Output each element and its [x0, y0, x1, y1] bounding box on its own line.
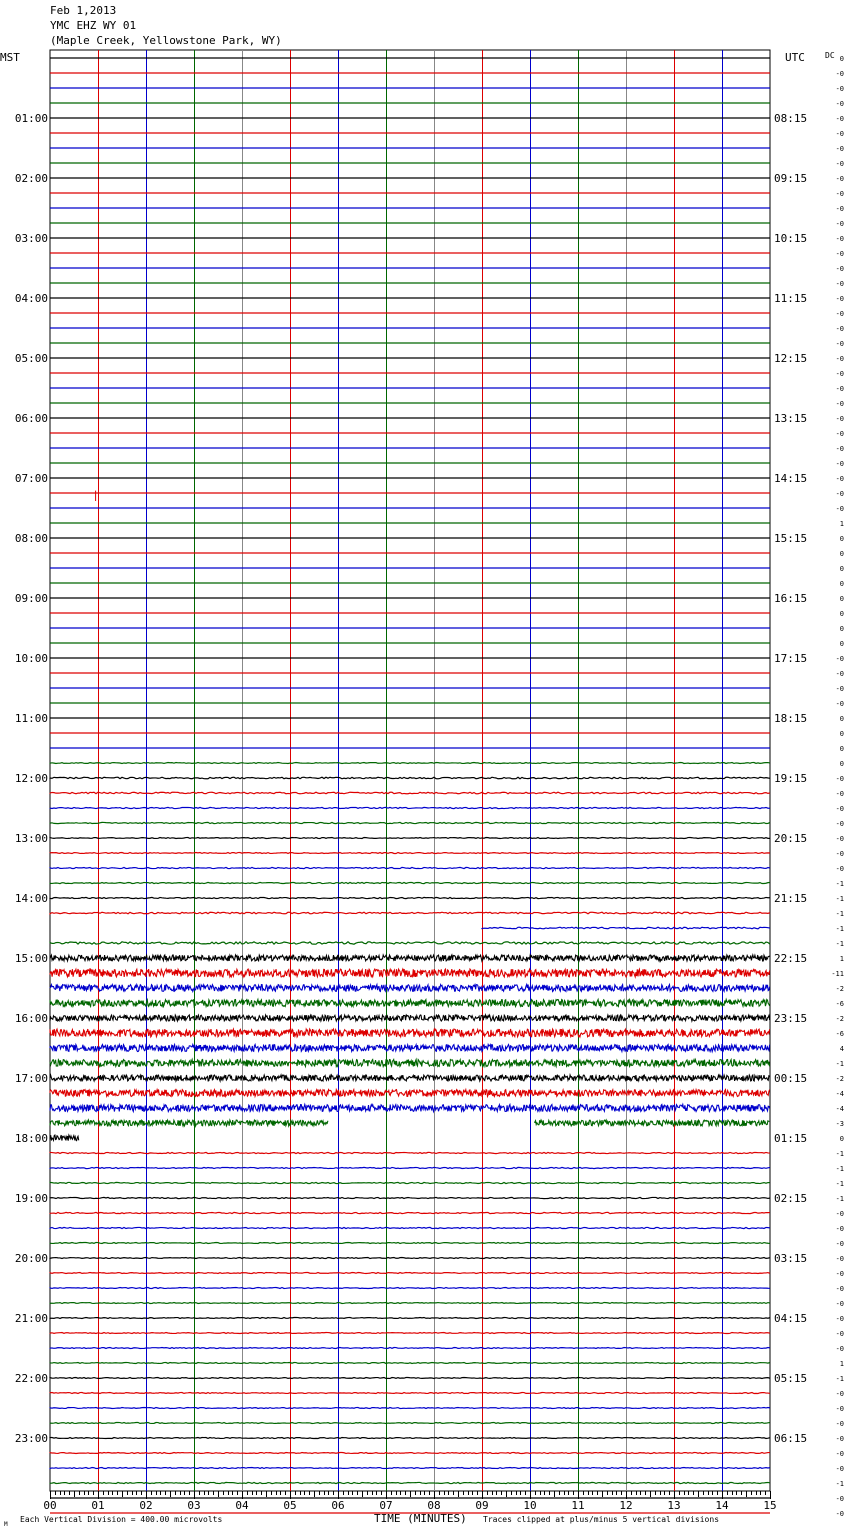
mst-hour-label: 07:00: [14, 472, 48, 485]
utc-hour-label: 22:15: [774, 952, 808, 965]
trace-line: [50, 969, 770, 977]
x-tick-label: 03: [187, 1499, 201, 1512]
utc-hour-label: 06:15: [774, 1432, 808, 1445]
seismic-trace: [50, 897, 770, 898]
seismic-trace: [50, 853, 770, 854]
trace-line: [50, 1015, 770, 1021]
station-code: YMC EHZ WY 01: [50, 19, 137, 32]
utc-hour-label: 01:15: [774, 1132, 808, 1145]
seismic-trace: [50, 1378, 770, 1379]
trace-line: [50, 763, 770, 764]
utc-hour-label: 21:15: [774, 892, 808, 905]
trace-line: [50, 1318, 770, 1319]
dc-offset-value: -0: [835, 490, 844, 498]
trace-line: [50, 1243, 770, 1244]
dc-offset-value: -0: [835, 1315, 844, 1323]
trace-line: [50, 792, 770, 794]
dc-offset-value: 0: [839, 565, 844, 573]
seismic-trace: [50, 1045, 770, 1052]
dc-offset-value: -1: [835, 925, 844, 933]
utc-hour-label: 02:15: [774, 1192, 808, 1205]
dc-offset-value: -1: [835, 895, 844, 903]
dc-offset-value: -0: [835, 475, 844, 483]
x-tick-label: 14: [715, 1499, 729, 1512]
dc-offset-value: -0: [835, 115, 844, 123]
dc-offset-value: -0: [835, 805, 844, 813]
trace-line: [50, 912, 770, 914]
mst-hour-label: 04:00: [14, 292, 48, 305]
utc-hour-label: 16:15: [774, 592, 808, 605]
dc-offset-value: -0: [835, 1285, 844, 1293]
mst-hour-label: 14:00: [14, 892, 48, 905]
seismic-trace: [50, 1152, 770, 1153]
trace-line: [50, 1482, 770, 1483]
dc-offset-value: -2: [835, 985, 844, 993]
trace-line: [50, 1273, 770, 1274]
dc-offset-value: -1: [835, 940, 844, 948]
trace-line: [50, 777, 770, 779]
utc-hour-label: 15:15: [774, 532, 808, 545]
trace-line: [535, 1120, 770, 1126]
dc-offset-value: -1: [835, 910, 844, 918]
utc-hour-label: 04:15: [774, 1312, 808, 1325]
seismic-trace: [50, 763, 770, 764]
trace-line: [50, 1423, 770, 1424]
seismic-trace: [50, 1408, 770, 1409]
x-tick-label: 08: [427, 1499, 441, 1512]
mst-hour-label: 19:00: [14, 1192, 48, 1205]
seismic-trace: [50, 969, 770, 977]
dc-offset-value: -0: [835, 1345, 844, 1353]
mst-hour-label: 10:00: [14, 652, 48, 665]
trace-line: [50, 882, 770, 883]
trace-line: [50, 985, 770, 992]
dc-offset-value: -0: [835, 1225, 844, 1233]
trace-line: [50, 1045, 770, 1052]
seismic-trace: [50, 1482, 770, 1483]
dc-offset-value: 1: [839, 955, 844, 963]
dc-offset-value: -0: [835, 355, 844, 363]
seismic-trace: [50, 1303, 770, 1304]
trace-line: [50, 1438, 770, 1439]
trace-line: [50, 942, 770, 944]
utc-hour-label: 11:15: [774, 292, 808, 305]
dc-offset-value: -0: [835, 460, 844, 468]
seismic-trace: [50, 1135, 79, 1141]
seismic-trace: [50, 1167, 770, 1168]
mst-hour-label: 20:00: [14, 1252, 48, 1265]
trace-line: [50, 853, 770, 854]
mst-hour-label: 08:00: [14, 532, 48, 545]
trace-line: [50, 1029, 770, 1037]
dc-offset-value: -0: [835, 265, 844, 273]
dc-offset-value: -0: [835, 1495, 844, 1503]
dc-offset-value: -0: [835, 1390, 844, 1398]
dc-offset-value: -0: [835, 190, 844, 198]
dc-offset-value: -3: [835, 1120, 844, 1128]
dc-offset-value: -0: [835, 850, 844, 858]
seismic-trace: [50, 912, 770, 914]
x-tick-label: 07: [379, 1499, 393, 1512]
dc-offset-value: 0: [839, 550, 844, 558]
trace-line: [50, 1167, 770, 1168]
x-tick-label: 12: [619, 1499, 633, 1512]
dc-offset-value: 1: [839, 520, 844, 528]
dc-offset-value: -1: [835, 1375, 844, 1383]
dc-offset-value: -1: [835, 1060, 844, 1068]
dc-offset-value: -0: [835, 1405, 844, 1413]
x-tick-label: 11: [571, 1499, 585, 1512]
dc-offset-value: -0: [835, 685, 844, 693]
seismic-trace: [50, 792, 770, 794]
trace-line: [50, 807, 770, 808]
trace-line: [50, 1378, 770, 1379]
utc-hour-label: 12:15: [774, 352, 808, 365]
mst-hour-label: 17:00: [14, 1072, 48, 1085]
seismic-trace: [50, 1423, 770, 1424]
utc-hour-label: 18:15: [774, 712, 808, 725]
trace-line: [50, 1090, 770, 1097]
mst-hour-label: 01:00: [14, 112, 48, 125]
seismic-trace: [50, 985, 770, 992]
seismic-trace: [50, 1060, 770, 1067]
seismic-trace: [50, 1273, 770, 1274]
mst-hour-label: 15:00: [14, 952, 48, 965]
dc-offset-value: -0: [835, 1420, 844, 1428]
seismic-trace: [50, 1438, 770, 1439]
dc-offset-value: -0: [835, 310, 844, 318]
dc-offset-value: 0: [839, 595, 844, 603]
seismic-trace: [50, 1243, 770, 1244]
x-tick-label: 10: [523, 1499, 537, 1512]
plot-frame: [50, 50, 770, 1491]
x-tick-label: 00: [43, 1499, 57, 1512]
utc-hour-label: 17:15: [774, 652, 808, 665]
dc-offset-value: -6: [835, 1000, 844, 1008]
trace-line: [50, 1333, 770, 1334]
dc-offset-value: -0: [835, 505, 844, 513]
dc-offset-value: 4: [839, 1045, 844, 1053]
utc-hour-label: 09:15: [774, 172, 808, 185]
dc-offset-value: -0: [835, 1465, 844, 1473]
seismic-trace: [50, 838, 770, 839]
utc-hour-label: 08:15: [774, 112, 808, 125]
seismic-trace: [50, 1090, 770, 1097]
mst-hour-label: 22:00: [14, 1372, 48, 1385]
trace-line: [50, 1152, 770, 1153]
seismic-trace: [50, 1182, 770, 1183]
seismic-trace: [50, 1318, 770, 1319]
seismic-trace: [50, 955, 770, 961]
seismic-trace: [50, 1363, 770, 1364]
utc-hour-label: 20:15: [774, 832, 808, 845]
dc-offset-value: -0: [835, 1435, 844, 1443]
trace-line: [50, 867, 770, 868]
trace-line: [50, 1075, 770, 1081]
mst-hour-label: 05:00: [14, 352, 48, 365]
trace-line: [50, 1363, 770, 1364]
seismic-trace: [50, 1258, 770, 1259]
trace-line: [50, 1120, 328, 1126]
dc-offset-value: -1: [835, 880, 844, 888]
x-tick-label: 13: [667, 1499, 681, 1512]
dc-offset-value: -0: [835, 70, 844, 78]
utc-hour-label: 05:15: [774, 1372, 808, 1385]
trace-line: [50, 1393, 770, 1394]
trace-line: [50, 1303, 770, 1304]
dc-offset-value: 0: [839, 55, 844, 63]
x-tick-label: 05: [283, 1499, 297, 1512]
seismic-trace: [50, 822, 770, 823]
dc-offset-value: 0: [839, 715, 844, 723]
dc-offset-value: -0: [835, 865, 844, 873]
dc-offset-value: -4: [835, 1105, 844, 1113]
utc-hour-label: 03:15: [774, 1252, 808, 1265]
trace-line: [50, 955, 770, 961]
dc-offset-value: 0: [839, 580, 844, 588]
x-tick-label: 06: [331, 1499, 345, 1512]
utc-hour-label: 13:15: [774, 412, 808, 425]
dc-offset-value: -0: [835, 220, 844, 228]
dc-offset-value: -0: [835, 1210, 844, 1218]
vertical-scale-note: Each Vertical Division = 400.00 microvolts: [20, 1515, 223, 1524]
trace-line: [50, 1000, 770, 1007]
seismic-trace: [50, 1393, 770, 1394]
mst-hour-label: 03:00: [14, 232, 48, 245]
trace-line: [50, 838, 770, 839]
dc-offset-value: -0: [835, 370, 844, 378]
utc-hour-label: 19:15: [774, 772, 808, 785]
dc-offset-value: -2: [835, 1075, 844, 1083]
dc-offset-value: -0: [835, 100, 844, 108]
trace-line: [50, 1212, 770, 1213]
x-tick-label: 09: [475, 1499, 489, 1512]
dc-offset-value: -0: [835, 790, 844, 798]
station-location: (Maple Creek, Yellowstone Park, WY): [50, 34, 282, 47]
seismic-trace: [50, 867, 770, 868]
mst-hour-label: 02:00: [14, 172, 48, 185]
dc-offset-value: -0: [835, 1255, 844, 1263]
dc-offset-value: 0: [839, 625, 844, 633]
seismic-trace: [50, 1197, 770, 1198]
dc-offset-value: -0: [835, 85, 844, 93]
dc-offset-value: -0: [835, 325, 844, 333]
dc-offset-value: -0: [835, 1510, 844, 1518]
dc-offset-value: -11: [831, 970, 844, 978]
dc-offset-value: 0: [839, 1135, 844, 1143]
seismic-trace: [50, 1075, 770, 1081]
dc-offset-label: DC: [825, 51, 835, 60]
trace-line: [50, 1182, 770, 1183]
corner-mark: M: [4, 1521, 8, 1528]
dc-offset-value: -0: [835, 1240, 844, 1248]
dc-offset-value: -0: [835, 340, 844, 348]
seismic-trace: [50, 1453, 770, 1454]
dc-offset-value: -0: [835, 145, 844, 153]
dc-offset-value: 0: [839, 745, 844, 753]
x-tick-label: 01: [91, 1499, 105, 1512]
dc-offset-value: -1: [835, 1150, 844, 1158]
seismic-trace: [50, 942, 770, 944]
x-tick-label: 15: [763, 1499, 777, 1512]
x-tick-label: 04: [235, 1499, 249, 1512]
mst-hour-label: 06:00: [14, 412, 48, 425]
dc-offset-value: 0: [839, 760, 844, 768]
dc-offset-value: 0: [839, 610, 844, 618]
dc-offset-value: -0: [835, 295, 844, 303]
trace-line: [50, 1348, 770, 1349]
dc-offset-value: -0: [835, 1330, 844, 1338]
trace-line: [50, 1135, 79, 1141]
utc-hour-label: 10:15: [774, 232, 808, 245]
seismic-trace: [50, 1348, 770, 1349]
seismic-trace: [50, 1029, 770, 1037]
dc-offset-value: -0: [835, 235, 844, 243]
dc-offset-value: -0: [835, 160, 844, 168]
seismic-trace: [50, 1227, 770, 1228]
trace-line: [50, 897, 770, 898]
dc-offset-value: -0: [835, 400, 844, 408]
x-tick-label: 02: [139, 1499, 153, 1512]
dc-offset-value: -0: [835, 205, 844, 213]
recording-date: Feb 1,2013: [50, 4, 117, 17]
dc-offset-value: -0: [835, 280, 844, 288]
clipping-note: Traces clipped at plus/minus 5 vertical divisions: [483, 1515, 720, 1524]
x-axis-title: TIME (MINUTES): [374, 1512, 467, 1525]
trace-line: [50, 1453, 770, 1454]
utc-hour-label: 00:15: [774, 1072, 808, 1085]
trace-line: [50, 1197, 770, 1198]
dc-offset-value: -0: [835, 775, 844, 783]
seismic-trace: [50, 1212, 770, 1213]
seismic-trace: [50, 807, 770, 808]
dc-offset-value: -1: [835, 1480, 844, 1488]
dc-offset-value: -0: [835, 655, 844, 663]
dc-offset-value: -1: [835, 1165, 844, 1173]
dc-offset-value: -0: [835, 835, 844, 843]
dc-offset-value: -4: [835, 1090, 844, 1098]
utc-axis-label: UTC: [785, 51, 805, 64]
dc-offset-value: -0: [835, 670, 844, 678]
mst-hour-label: 11:00: [14, 712, 48, 725]
mst-hour-label: 09:00: [14, 592, 48, 605]
seismic-trace: [50, 1120, 769, 1126]
dc-offset-value: 0: [839, 535, 844, 543]
seismic-trace: [50, 777, 770, 779]
utc-hour-label: 23:15: [774, 1012, 808, 1025]
mst-hour-label: 12:00: [14, 772, 48, 785]
dc-offset-value: 0: [839, 640, 844, 648]
trace-line: [50, 822, 770, 823]
trace-line: [50, 1468, 770, 1469]
mst-hour-label: 18:00: [14, 1132, 48, 1145]
dc-offset-value: -2: [835, 1015, 844, 1023]
trace-line: [50, 1258, 770, 1259]
seismic-trace: [50, 1000, 770, 1007]
dc-offset-value: -0: [835, 445, 844, 453]
seismic-trace: [50, 1105, 770, 1112]
seismic-trace: [50, 1333, 770, 1334]
mst-hour-label: 16:00: [14, 1012, 48, 1025]
trace-line: [50, 1288, 770, 1289]
mst-hour-label: 21:00: [14, 1312, 48, 1325]
dc-offset-value: -1: [835, 1195, 844, 1203]
dc-offset-value: -0: [835, 1450, 844, 1458]
seismic-trace: [50, 1288, 770, 1289]
dc-offset-value: -0: [835, 250, 844, 258]
seismic-trace: [50, 1468, 770, 1469]
dc-offset-value: -0: [835, 385, 844, 393]
utc-hour-label: 14:15: [774, 472, 808, 485]
dc-offset-value: -0: [835, 700, 844, 708]
dc-offset-value: -1: [835, 1180, 844, 1188]
dc-offset-value: 0: [839, 730, 844, 738]
mst-hour-label: 23:00: [14, 1432, 48, 1445]
dc-offset-value: 1: [839, 1360, 844, 1368]
dc-offset-value: -0: [835, 1300, 844, 1308]
trace-line: [50, 1105, 770, 1112]
dc-offset-value: -0: [835, 415, 844, 423]
seismic-trace: [50, 882, 770, 883]
mst-hour-label: 13:00: [14, 832, 48, 845]
seismic-trace: [50, 1015, 770, 1021]
dc-offset-value: -0: [835, 820, 844, 828]
trace-line: [50, 1408, 770, 1409]
trace-line: [50, 1060, 770, 1067]
dc-offset-value: -6: [835, 1030, 844, 1038]
dc-offset-value: -0: [835, 175, 844, 183]
dc-offset-value: -0: [835, 1270, 844, 1278]
dc-offset-value: -0: [835, 130, 844, 138]
trace-line: [50, 1227, 770, 1228]
mst-axis-label: MST: [0, 51, 20, 64]
dc-offset-value: -0: [835, 430, 844, 438]
